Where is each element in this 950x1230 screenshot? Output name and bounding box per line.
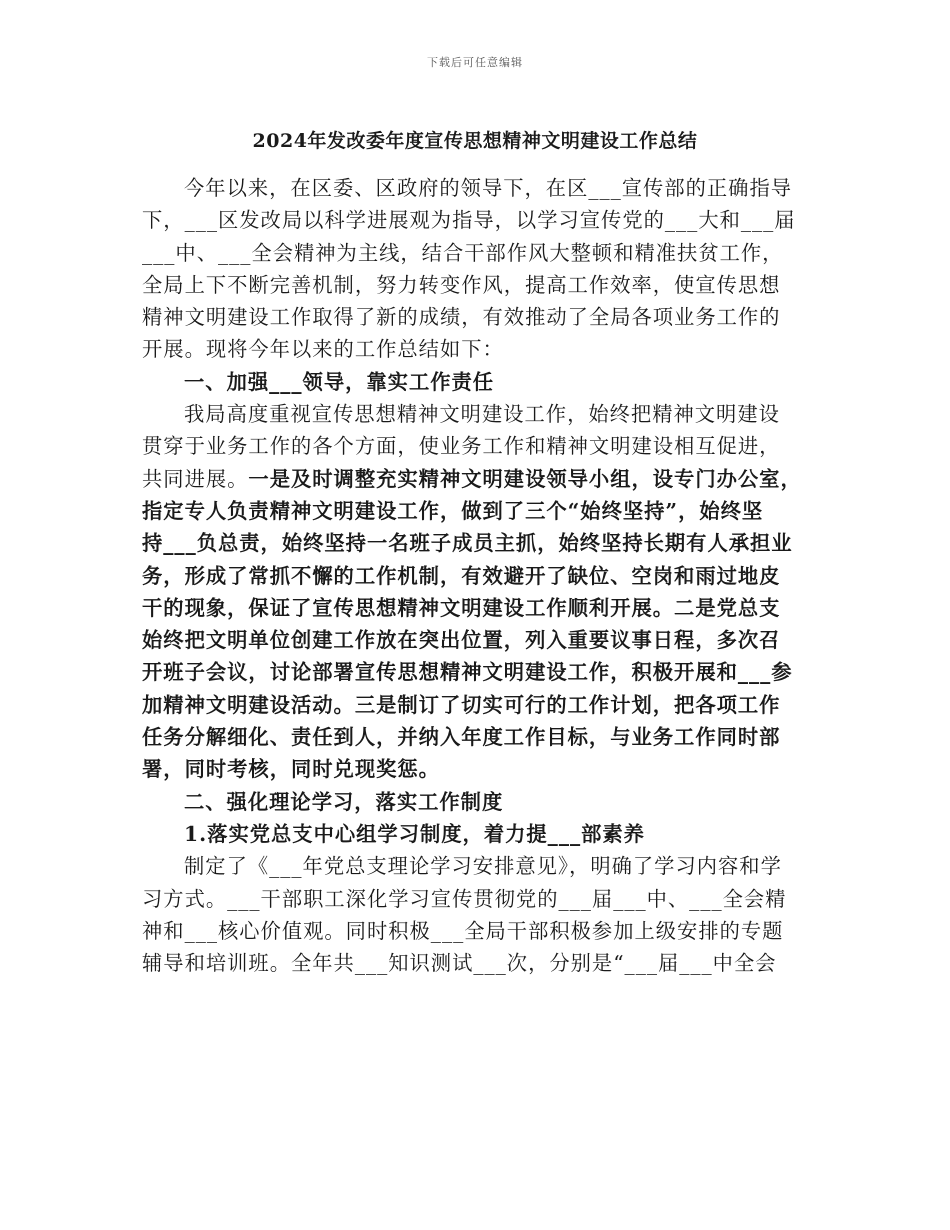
paragraph-line: 共同进展。一是及时调整充实精神文明建设领导小组，设专门办公室，: [142, 466, 802, 491]
paragraph-line: 神和___核心价值观。同时积极___全局干部积极参加上级安排的专题: [142, 918, 784, 943]
header-note: 下载后可任意编辑: [427, 56, 523, 69]
paragraph-line: 制定了《___年党总支理论学习安排意见》，明确了学习内容和学: [184, 854, 782, 879]
paragraph-line: 务，形成了常抓不懈的工作机制，有效避开了缺位、空岗和雨过地皮: [142, 563, 781, 588]
paragraph-line: 我局高度重视宣传思想精神文明建设工作，始终把精神文明建设: [184, 402, 780, 427]
paragraph-line: 辅导和培训班。全年共___知识测试___次，分别是“___届___中全会: [142, 951, 777, 976]
paragraph-line: 持___负总责，始终坚持一名班子成员主抓，始终坚持长期有人承担业: [142, 531, 793, 556]
bold-emphasis: 一是及时调整充实精神文明建设领导小组，设专门办公室，: [248, 466, 802, 491]
paragraph-line: 全局上下不断完善机制，努力转变作风，提高工作效率，使宣传思想: [142, 272, 781, 297]
paragraph-line: 署，同时考核，同时兑现奖惩。: [142, 757, 440, 782]
paragraph-line: ___中、___全会精神为主线，结合干部作风大整顿和精准扶贫工作，: [142, 240, 784, 265]
paragraph-line: 任务分解细化、责任到人，并纳入年度工作目标，与业务工作同时部: [142, 725, 781, 750]
paragraph-line: 下，___区发改局以科学进展观为指导，以学习宣传党的___大和___届: [142, 208, 796, 233]
document-body: [142, 172, 822, 979]
section-heading: 二、强化理论学习，落实工作制度: [184, 789, 504, 814]
subsection-heading: 1.落实党总支中心组学习制度，着力提___部素养: [184, 821, 645, 846]
paragraph-line: 开展。现将今年以来的工作总结如下：: [142, 337, 504, 362]
paragraph-line: 加精神文明建设活动。三是制订了切实可行的工作计划，把各项工作: [142, 692, 781, 717]
paragraph-line: 精神文明建设工作取得了新的成绩，有效推动了全局各项业务工作的: [142, 305, 781, 330]
paragraph-line: 指定专人负责精神文明建设工作，做到了三个“始终坚持”，始终坚: [142, 498, 764, 523]
document-title: 2024年发改委年度宣传思想精神文明建设工作总结: [252, 130, 698, 152]
section-heading: 一、加强___领导，靠实工作责任: [184, 369, 495, 394]
paragraph-line: 始终把文明单位创建工作放在突出位置，列入重要议事日程，多次召: [142, 628, 781, 653]
paragraph-line: 开班子会议，讨论部署宣传思想精神文明建设工作，积极开展和___参: [142, 660, 793, 685]
paragraph-line: 习方式。___干部职工深化学习宣传贯彻党的___届___中、___全会精: [142, 886, 787, 911]
paragraph-line: 贯穿于业务工作的各个方面，使业务工作和精神文明建设相互促进，: [142, 434, 781, 459]
paragraph-line: 干的现象，保证了宣传思想精神文明建设工作顺利开展。二是党总支: [142, 595, 781, 620]
paragraph-line: 今年以来，在区委、区政府的领导下，在区___宣传部的正确指导: [184, 176, 793, 200]
